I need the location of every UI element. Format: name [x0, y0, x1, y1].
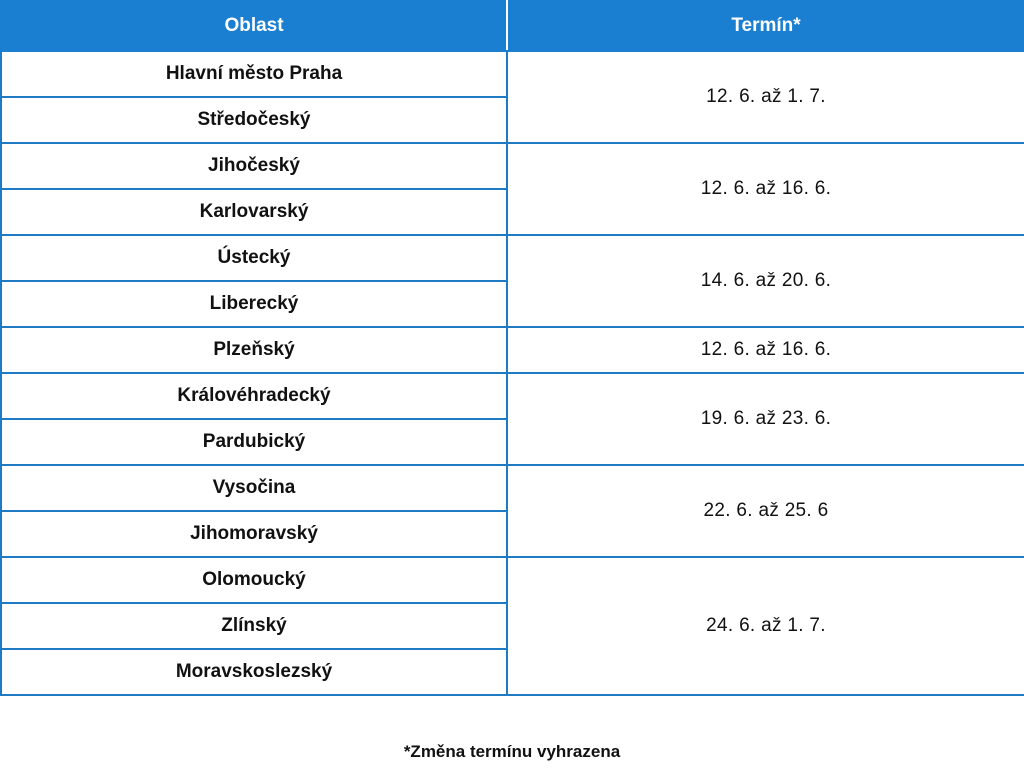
region-cell: Hlavní město Praha [1, 51, 507, 97]
region-cell: Liberecký [1, 281, 507, 327]
region-cell: Olomoucký [1, 557, 507, 603]
region-cell: Moravskoslezský [1, 649, 507, 695]
term-cell: 12. 6. až 16. 6. [507, 327, 1024, 373]
region-cell: Jihomoravský [1, 511, 507, 557]
table-row [1, 235, 1024, 281]
term-cell: 24. 6. až 1. 7. [507, 557, 1024, 695]
table-header-row [1, 1, 1024, 51]
region-cell: Pardubický [1, 419, 507, 465]
term-cell: 12. 6. až 16. 6. [507, 143, 1024, 235]
table-row [1, 51, 1024, 97]
region-cell: Středočeský [1, 97, 507, 143]
table-row [1, 143, 1024, 189]
term-cell: 12. 6. až 1. 7. [507, 51, 1024, 143]
table-row [1, 327, 1024, 373]
table-body [1, 51, 1024, 695]
term-cell: 19. 6. až 23. 6. [507, 373, 1024, 465]
column-header-region: Oblast [1, 1, 507, 51]
term-cell: 14. 6. až 20. 6. [507, 235, 1024, 327]
term-cell: 22. 6. až 25. 6 [507, 465, 1024, 557]
table-row [1, 557, 1024, 603]
footnote: *Změna termínu vyhrazena [403, 742, 621, 761]
column-header-term: Termín* [507, 1, 1024, 51]
region-cell: Plzeňský [1, 327, 507, 373]
region-cell: Jihočeský [1, 143, 507, 189]
table-row [1, 373, 1024, 419]
table-row [1, 465, 1024, 511]
region-cell: Královéhradecký [1, 373, 507, 419]
region-cell: Karlovarský [1, 189, 507, 235]
region-cell: Vysočina [1, 465, 507, 511]
region-cell: Zlínský [1, 603, 507, 649]
region-cell: Ústecký [1, 235, 507, 281]
